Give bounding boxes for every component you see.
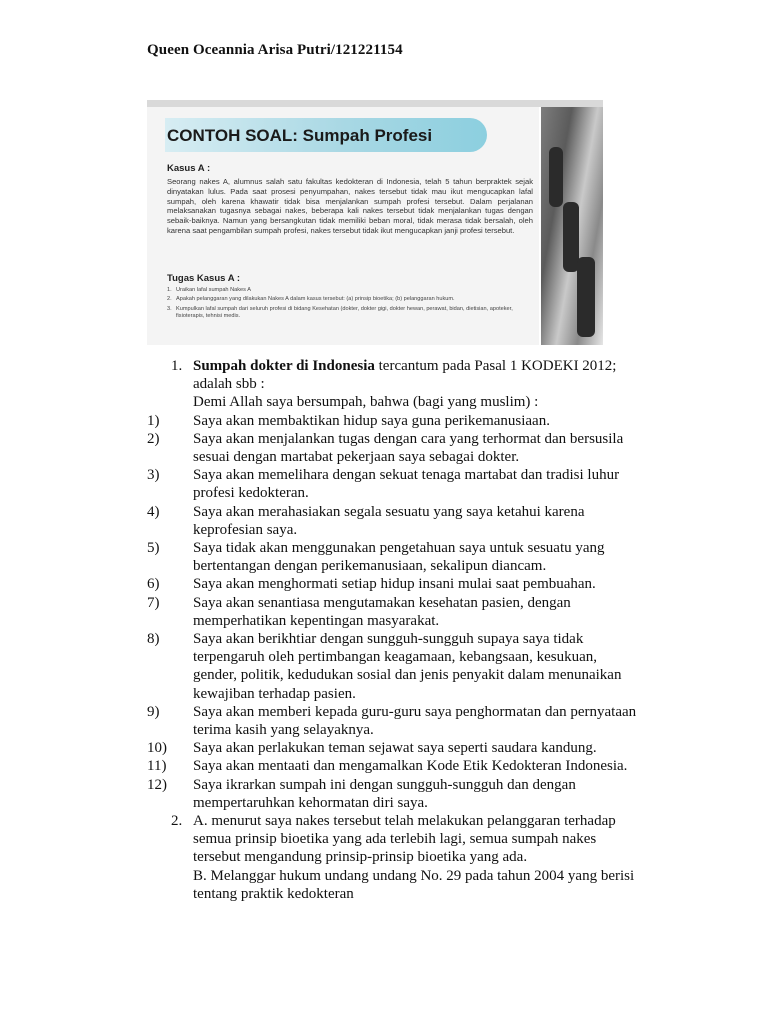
oath-item-continuation: mempertaruhkan kehormatan diri saya. [193, 794, 428, 811]
oath-item-continuation: bertentangan dengan perikemanusiaan, sekalipun diancam. [193, 558, 547, 575]
oath-item-text: Saya akan mentaati dan mengamalkan Kode Etik Kedokteran Indonesia. [193, 758, 628, 775]
answer-number: 1. [171, 358, 183, 374]
oath-item-text: Saya akan menjalankan tugas dengan cara yang terhormat dan bersusila [193, 430, 624, 447]
oath-item-continuation: terpengaruh oleh pertimbangan keagamaan, kebangsaan, kesukuan, [193, 649, 598, 666]
slide-task-heading: Tugas Kasus A : [167, 273, 241, 284]
oath-item-number: 1) [147, 412, 160, 429]
answer-2-b-line: tentang praktik kedokteran [193, 885, 354, 902]
oath-item-text: Saya tidak akan menggunakan pengetahuan saya untuk sesuatu yang [193, 540, 605, 557]
oath-item-number: 6) [147, 576, 160, 593]
answer-1-intro: Sumpah dokter di Indonesia tercantum pada Pasal 1 KODEKI 2012; [193, 358, 617, 374]
oath-item [147, 757, 667, 775]
oath-item [147, 466, 667, 484]
oath-item-text: Saya akan memelihara dengan sekuat tenaga martabat dan tradisi luhur [193, 467, 620, 484]
oath-item-number: 11) [147, 758, 167, 775]
oath-item-continuation: terima kasih yang selayaknya. [193, 722, 374, 739]
answer-1-oath-intro: Demi Allah saya bersumpah, bahwa (bagi yang muslim) : [193, 394, 539, 411]
oath-item-continuation: keprofesian saya. [193, 521, 298, 538]
case-slide-image [147, 100, 603, 345]
answer-2-b-line: B. Melanggar hukum undang undang No. 29 pada tahun 2004 yang berisi [193, 867, 635, 884]
oath-list [147, 412, 667, 812]
oath-item-number: 4) [147, 503, 160, 520]
oath-item-text: Saya akan menghormati setiap hidup insani mulai saat pembuahan. [193, 576, 596, 593]
answer-2-a-line: A. menurut saya nakes tersebut telah melakukan pelanggaran terhadap [193, 813, 616, 830]
oath-item-text: Saya akan berikhtiar dengan sungguh-sungguh supaya saya tidak [193, 631, 584, 648]
oath-item [147, 776, 667, 794]
slide-task-item: 1. Uraikan lafal sumpah Nakes A [167, 287, 251, 293]
oath-item [147, 739, 667, 757]
oath-item [147, 430, 667, 448]
slide-title: CONTOH SOAL: Sumpah Profesi [167, 126, 433, 145]
oath-item-number: 8) [147, 631, 160, 648]
oath-item-number: 10) [147, 740, 167, 757]
slide-top-border [147, 100, 603, 107]
oath-item-continuation: memperhatikan kepentingan masyarakat. [193, 612, 440, 629]
oath-item [147, 412, 667, 430]
oath-item [147, 630, 667, 648]
oath-item-number: 2) [147, 430, 160, 447]
oath-item-continuation: kewajiban terhadap pasien. [193, 685, 356, 702]
answer-list [147, 357, 667, 903]
answer-2-a-line: semua prinsip bioetika yang ada terlebih lagi, semua sumpah nakes [193, 831, 597, 848]
slide-content [147, 107, 539, 345]
slide-case-text: Seorang nakes A, alumnus salah satu fakultas kedokteran di Indonesia, telah 5 tahun berpraktek sejak dinyatakan lulus. Pada saat prosesi penyumpahan, nakes tersebut tidak mau ikut mengucapkan lafal sumpah, oleh karena khawatir tidak bisa menjalankan sumpah profesi tersebut. Dalam perjalanan melaksanakan tugasnya sebagai nakes, beberapa kali nakes tersebut tidak menjalankan tugas dengan sebaik-baiknya. Namun yang bersangkutan tidak memiliki beban moral, tidak merasa tidak bersalah, oleh karena saat pengambilan sumpah profesi, nakes tersebut tidak ikut mengucapkan janji profesi tersebut. [167, 177, 533, 235]
slide-task-list [167, 287, 535, 323]
author-name: Queen Oceannia Arisa Putri/121221154 [147, 42, 403, 58]
slide-task-item: 3. Kumpulkan lafal sumpah dari seluruh profesi di bidang Kesehatan (dokter, dokter gigi, dokter hewan, perawat, bidan, dietisian, apoteker, fisioterapis, tehnisi medis. [167, 305, 513, 320]
oath-item-text: Saya ikrarkan sumpah ini dengan sungguh-sungguh dan dengan [193, 776, 576, 793]
oath-item [147, 594, 667, 612]
oath-item [147, 539, 667, 557]
oath-item-continuation: gender, politik, kedudukan sosial dan jenis penyakit dalam menunaikan [193, 667, 622, 684]
oath-item-text: Saya akan memberi kepada guru-guru saya penghormatan dan pernyataan [193, 703, 637, 720]
slide-case-heading: Kasus A : [167, 163, 211, 174]
answer-1 [147, 357, 667, 375]
oath-item-number: 9) [147, 703, 160, 720]
oath-item-number: 12) [147, 776, 167, 793]
oath-item-number: 5) [147, 540, 160, 557]
oath-item-number: 3) [147, 467, 160, 484]
oath-item-text: Saya akan senantiasa mengutamakan kesehatan pasien, dengan [193, 594, 571, 611]
answer-1-line: adalah sbb : [193, 376, 265, 393]
answer-2-a-line: tersebut mengandung prinsip-prinsip bioetika yang ada. [193, 849, 528, 866]
answer-2 [147, 812, 667, 830]
oath-item [147, 703, 667, 721]
oath-item-continuation: profesi kedokteran. [193, 485, 309, 502]
oath-item-text: Saya akan merahasiakan segala sesuatu yang saya ketahui karena [193, 503, 585, 520]
oath-item [147, 503, 667, 521]
oath-item-text: Saya akan perlakukan teman sejawat saya seperti saudara kandung. [193, 740, 597, 757]
oath-item [147, 575, 667, 593]
hospital-chairs-photo [541, 107, 603, 345]
oath-item-text: Saya akan membaktikan hidup saya guna perikemanusiaan. [193, 412, 550, 429]
answer-number: 2. [171, 813, 183, 830]
slide-task-item: 2. Apakah pelanggaran yang dilakukan Nakes A dalam kasus tersebut: (a) prinsip bioetika; (b) pelanggaran hukum. [167, 296, 455, 303]
oath-item-continuation: sesuai dengan martabat pekerjaan saya sebagai dokter. [193, 449, 520, 466]
oath-item-number: 7) [147, 594, 160, 611]
